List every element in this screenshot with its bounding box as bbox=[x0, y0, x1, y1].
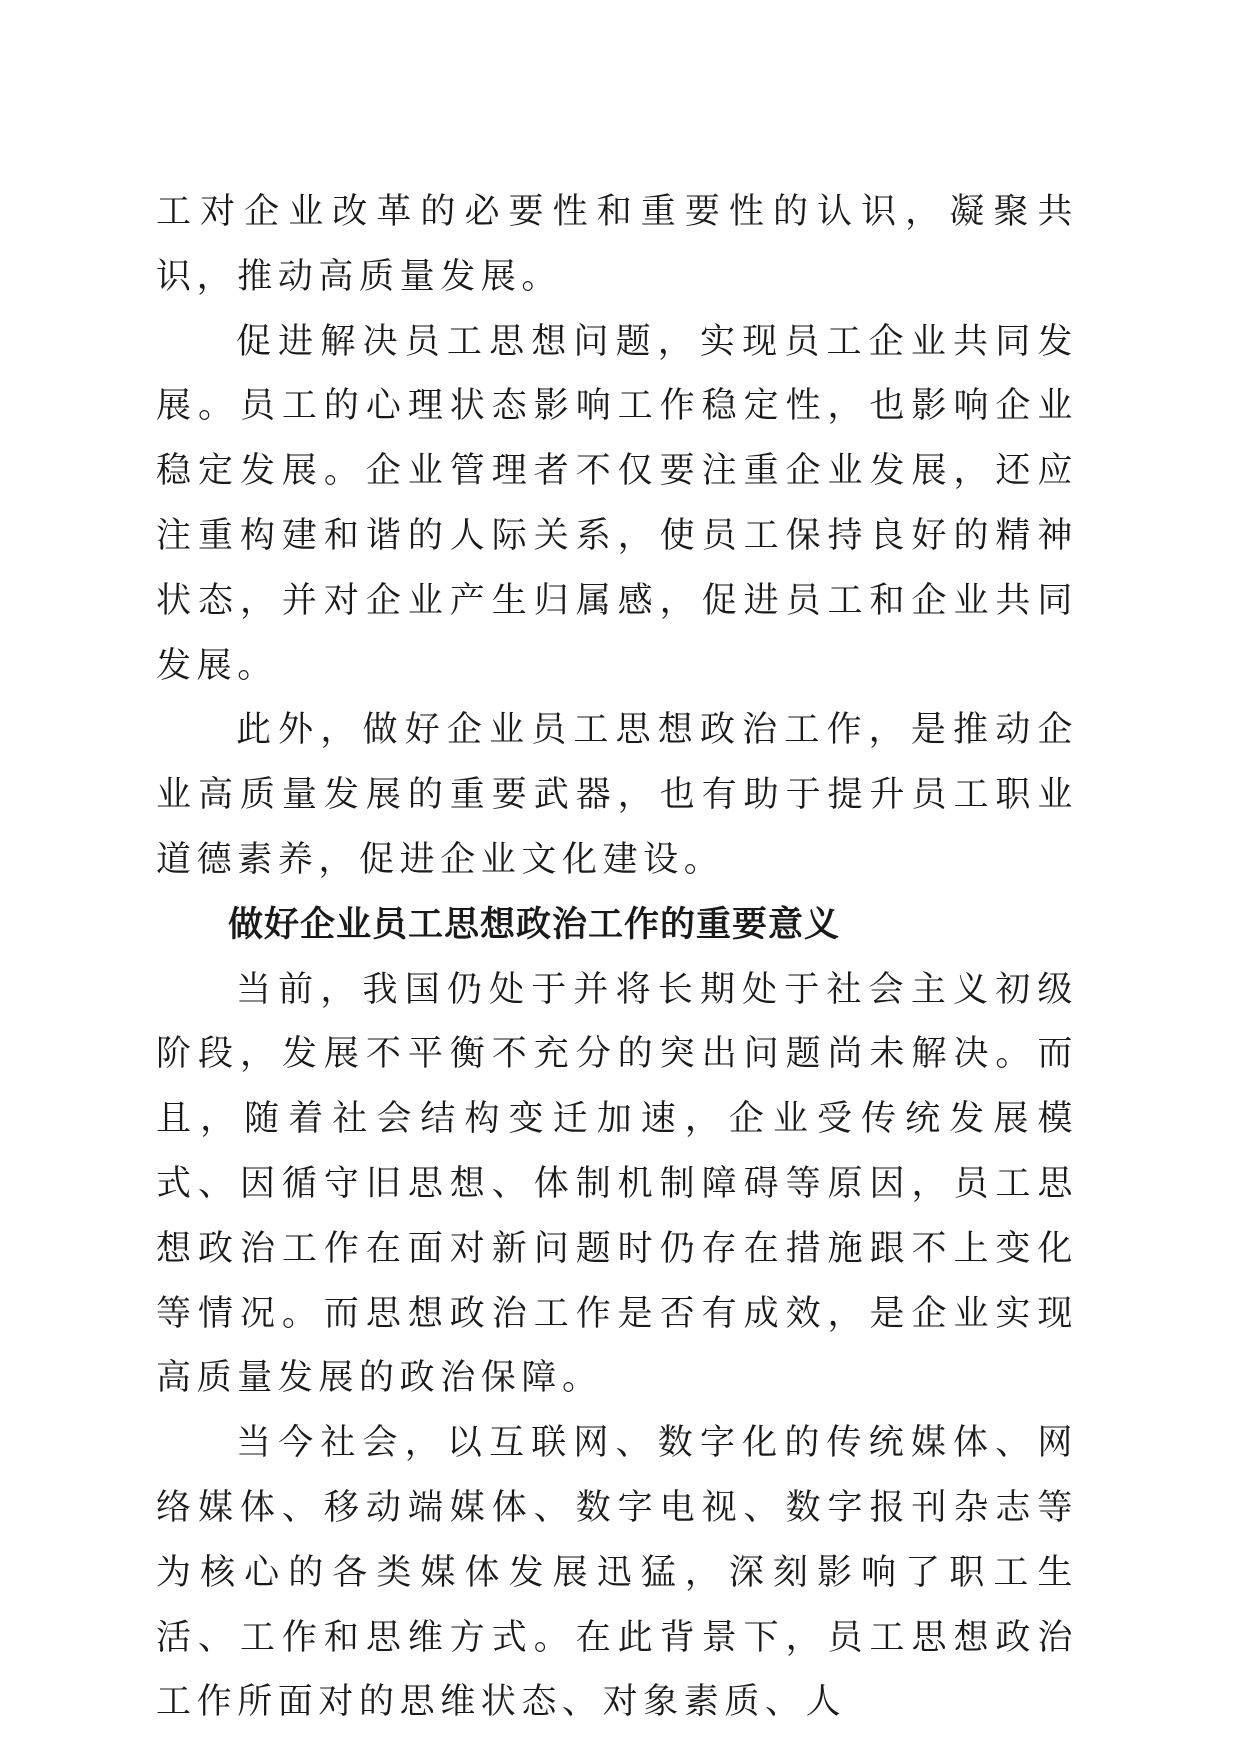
document-body bbox=[156, 180, 1078, 1735]
paragraph-additionally: 此外，做好企业员工思想政治工作，是推动企业高质量发展的重要武器，也有助于提升员工职业道德素养，促进企业文化建设。 bbox=[156, 710, 1078, 880]
paragraph-continuation: 工对企业改革的必要性和重要性的认识，凝聚共识，推动高质量发展。 bbox=[156, 192, 1078, 297]
paragraph-current-situation: 当前，我国仍处于并将长期处于社会主义初级阶段，发展不平衡不充分的突出问题尚未解决。而且，随着社会结构变迁加速，企业受传统发展模式、因循守旧思想、体制机制障碍等原因，员工思想政治工作在面对新问题时仍存在措施跟不上变化等情况。而思想政治工作是否有成效，是企业实现高质量发展的政治保障。 bbox=[156, 969, 1078, 1399]
paragraph-media-society: 当今社会，以互联网、数字化的传统媒体、网络媒体、移动端媒体、数字电视、数字报刊杂志等为核心的各类媒体发展迅猛，深刻影响了职工生活、工作和思维方式。在此背景下，员工思想政治工作所面对的思维状态、对象素质、人 bbox=[156, 1423, 1078, 1723]
section-heading: 做好企业员工思想政治工作的重要意义 bbox=[228, 904, 841, 945]
paragraph-employee-problems: 促进解决员工思想问题，实现员工企业共同发展。员工的心理状态影响工作稳定性，也影响企业稳定发展。企业管理者不仅要注重企业发展，还应注重构建和谐的人际关系，使员工保持良好的精神状态，并对企业产生归属感，促进员工和企业共同发展。 bbox=[156, 321, 1078, 686]
